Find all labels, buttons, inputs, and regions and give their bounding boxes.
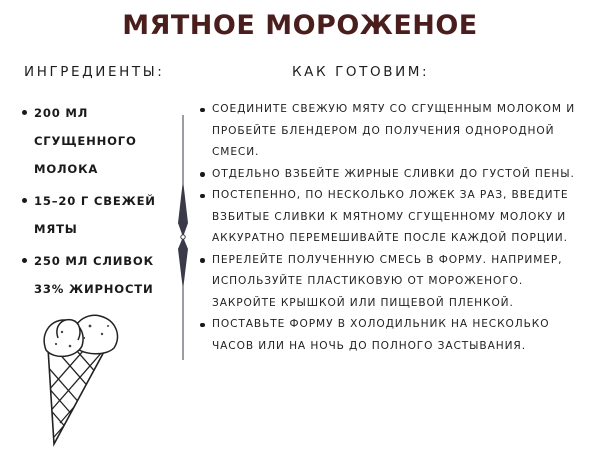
steps-list xyxy=(200,99,584,357)
ornament-divider-icon xyxy=(176,115,190,360)
page-title: МЯТНОЕ МОРОЖЕНОЕ xyxy=(122,10,478,41)
ingredients-heading: ИНГРЕДИЕНТЫ: xyxy=(24,64,165,80)
ingredient-item: 15–20 Г СВЕЖЕЙ МЯТЫ xyxy=(22,187,172,243)
step-item: ПОСТЕПЕННО, ПО НЕСКОЛЬКО ЛОЖЕК ЗА РАЗ, ВВЕДИТЕ ВЗБИТЫЕ СЛИВКИ К МЯТНОМУ СГУЩЕННОМУ МОЛОКУ И АККУРАТНО ПЕРЕМЕШИВАЙТЕ ПОСЛЕ КАЖДОЙ ПОРЦИИ. xyxy=(200,185,584,250)
step-item: ПЕРЕЛЕЙТЕ ПОЛУЧЕННУЮ СМЕСЬ В ФОРМУ. НАПРИМЕР, ИСПОЛЬЗУЙТЕ ПЛАСТИКОВУЮ ОТ МОРОЖЕНОГО. ЗАКРОЙТЕ КРЫШКОЙ ИЛИ ПИЩЕВОЙ ПЛЕНКОЙ. xyxy=(200,250,584,315)
ingredient-item: 200 МЛ СГУЩЕННОГО МОЛОКА xyxy=(22,99,172,183)
ingredients-list xyxy=(22,99,172,307)
step-item: СОЕДИНИТЕ СВЕЖУЮ МЯТУ СО СГУЩЕННЫМ МОЛОКОМ И ПРОБЕЙТЕ БЛЕНДЕРОМ ДО ПОЛУЧЕНИЯ ОДНОРОДНОЙ СМЕСИ. xyxy=(200,99,584,164)
ingredient-item: 250 МЛ СЛИВОК 33% ЖИРНОСТИ xyxy=(22,247,172,303)
step-item: ОТДЕЛЬНО ВЗБЕЙТЕ ЖИРНЫЕ СЛИВКИ ДО ГУСТОЙ ПЕНЫ. xyxy=(200,164,584,186)
steps-heading: КАК ГОТОВИМ: xyxy=(292,64,430,80)
ice-cream-cone-icon xyxy=(40,298,130,448)
step-item: ПОСТАВЬТЕ ФОРМУ В ХОЛОДИЛЬНИК НА НЕСКОЛЬКО ЧАСОВ ИЛИ НА НОЧЬ ДО ПОЛНОГО ЗАСТЫВАНИЯ. xyxy=(200,314,584,357)
